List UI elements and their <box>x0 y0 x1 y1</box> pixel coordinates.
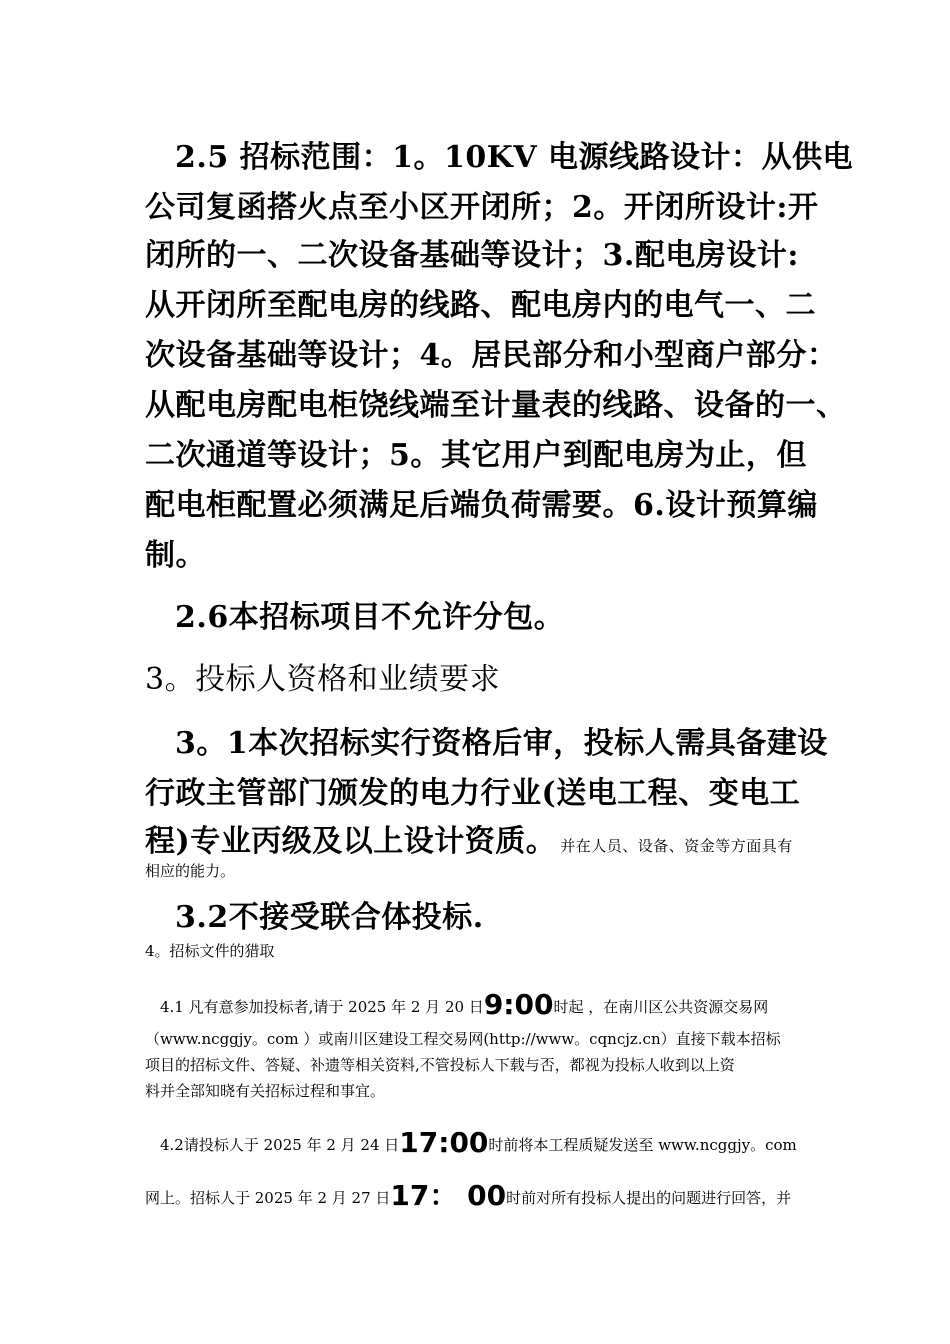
section-2-5-line-6: 从配电房配电柜饶线端至计量表的线路、设备的一、 <box>145 388 847 423</box>
section-4-1-time: 9:00 <box>483 988 554 1021</box>
section-3-1-line-3-text: 程)专业丙级及以上设计资质。 <box>145 824 557 859</box>
section-4-2-time: 17:00 <box>399 1126 489 1159</box>
section-3-1-line-1: 3。1本次招标实行资格后审，投标人需具备建设 <box>175 726 828 761</box>
section-2-5-line-4: 从开闭所至配电房的线路、配电房内的电气一、二 <box>145 288 816 323</box>
section-4-1-prefix: 4.1 凡有意参加投标者,请于 2025 年 2 月 20 日 <box>160 998 484 1016</box>
section-4-2-line2-suffix: 时前对所有投标人提出的问题进行回答，并 <box>506 1189 792 1207</box>
section-2-5-line-2: 公司复函搭火点至小区开闭所；2。开闭所设计:开 <box>145 190 819 225</box>
section-3-1-line-2: 行政主管部门颁发的电力行业(送电工程、变电工 <box>145 776 801 811</box>
section-2-5-line-3: 闭所的一、二次设备基础等设计；3.配电房设计: <box>145 238 799 273</box>
section-4-2-line2-prefix: 网上。招标人于 2025 年 2 月 27 日 <box>145 1189 391 1207</box>
section-2-5-line-7: 二次通道等设计；5。其它用户到配电房为止，但 <box>145 438 807 473</box>
section-4-2-line2-time: 17： 00 <box>390 1179 507 1212</box>
section-2-5-line-8: 配电柜配置必须满足后端负荷需要。6.设计预算编 <box>145 488 818 523</box>
section-2-5-line-1: 2.5 招标范围：1。10KV 电源线路设计：从供电 <box>175 140 854 175</box>
section-3-1-line-4: 相应的能力。 <box>145 862 236 880</box>
section-4-1-line-1 <box>160 988 768 1021</box>
section-4-1-line-3: 项目的招标文件、答疑、补遗等相关资料,不管投标人下载与否，都视为投标人收到以上资 <box>145 1056 735 1074</box>
section-3-2: 3.2不接受联合体投标. <box>175 900 484 935</box>
section-2-5-line-5: 次设备基础等设计；4。居民部分和小型商户部分： <box>145 338 838 373</box>
section-4-2-line-1 <box>160 1126 797 1159</box>
section-4-1-suffix: 时起 ，在南川区公共资源交易网 <box>553 998 769 1016</box>
section-4-2-line-2 <box>145 1174 791 1214</box>
section-4-2-suffix: 时前将本工程质疑发送至 www.ncggjy。com <box>488 1136 797 1154</box>
section-4-1-line-4: 料并全部知晓有关招标过程和事宜。 <box>145 1082 386 1100</box>
heading-3: 3。投标人资格和业绩要求 <box>145 662 501 697</box>
section-4-1-line-2: （www.ncggjy。com ）或南川区建设工程交易网(http://www。cqncjz.cn）直接下载本招标 <box>145 1030 781 1048</box>
section-2-6: 2.6本招标项目不允许分包。 <box>175 600 565 635</box>
heading-4: 4。招标文件的猎取 <box>145 942 275 960</box>
section-3-1-tail: 并在人员、设备、资金等方面具有 <box>560 837 793 855</box>
section-2-5-line-9: 制。 <box>145 538 206 573</box>
section-3-1-line-3 <box>145 816 793 860</box>
section-4-2-prefix: 4.2请投标人于 2025 年 2 月 24 日 <box>160 1136 400 1154</box>
